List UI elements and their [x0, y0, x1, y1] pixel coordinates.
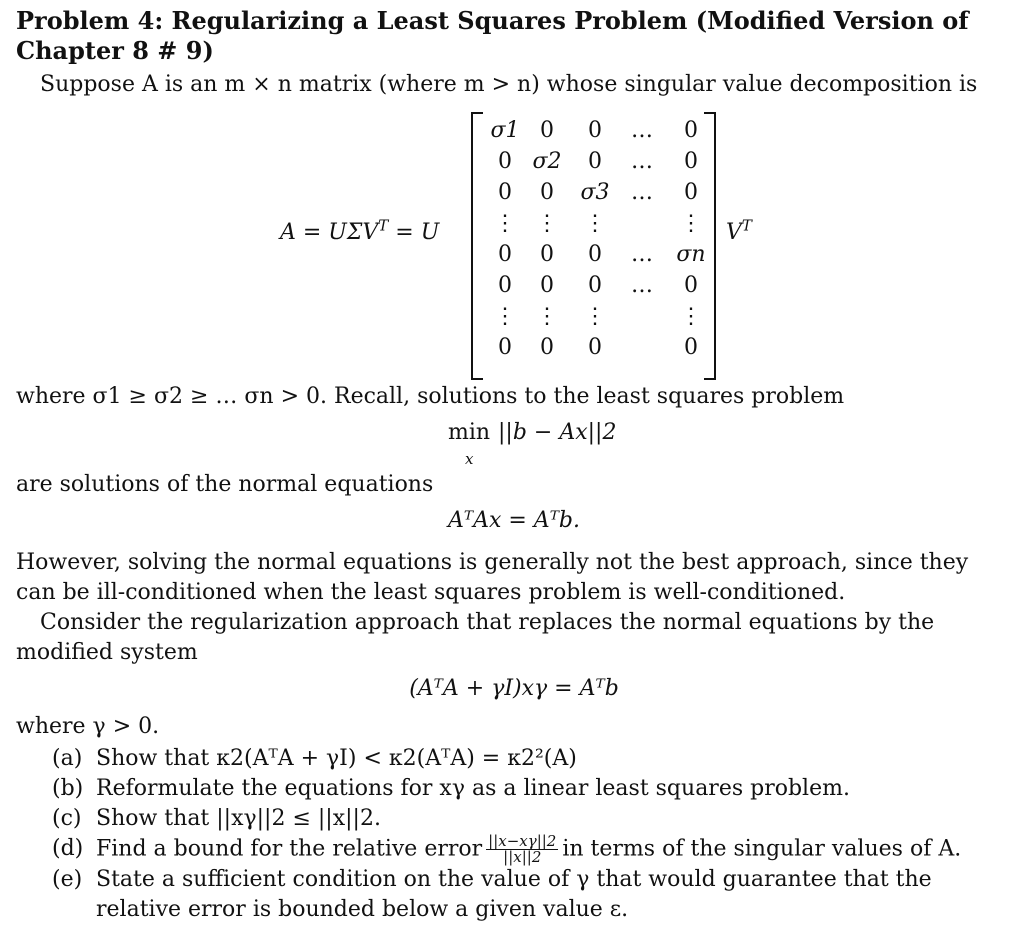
matrix-cell: 0	[588, 335, 602, 360]
matrix-cell: σ3	[580, 180, 610, 205]
matrix-cell: 0	[540, 118, 554, 143]
matrix-cell: …	[631, 149, 653, 174]
matrix-cell: …	[631, 180, 653, 205]
sigma-matrix	[471, 112, 716, 380]
matrix-cell: 0	[540, 242, 554, 267]
normal-intro: are solutions of the normal equations	[16, 472, 434, 497]
matrix-cell: ⋮	[536, 304, 558, 329]
matrix-cell: 0	[540, 180, 554, 205]
matrix-cell: …	[631, 273, 653, 298]
part-e: (e) State a sufficient condition on the value of γ that would guarantee that the relative error is bounded below a given value ε.	[52, 867, 932, 922]
matrix-cell: …	[631, 118, 653, 143]
matrix-cell: 0	[498, 149, 512, 174]
v-transpose: $V^T$	[726, 216, 752, 245]
however-text: However, solving the normal equations is generally not the best approach, since they can be ill-conditioned when the least squares problem is well-conditioned.	[16, 550, 969, 605]
matrix-cell: …	[631, 242, 653, 267]
ordering-text: where σ1 ≥ σ2 ≥ … σn > 0. Recall, solutions to the least squares problem	[16, 384, 845, 409]
matrix-cell: 0	[684, 149, 698, 174]
matrix-cell	[619, 209, 665, 240]
matrix-cell: 0	[684, 273, 698, 298]
gamma-condition: where γ > 0.	[16, 714, 160, 739]
intro-text: Suppose A is an m × n matrix (where m > n) whose singular value decomposition is	[40, 72, 978, 97]
matrix-cell: 0	[684, 335, 698, 360]
matrix-cell: ⋮	[680, 211, 702, 236]
part-d: (d) Find a bound for the relative error $\frac{||x-x\gamma||2}{||x||2}$ in terms of the singular values of A.	[52, 832, 962, 866]
parts-list	[16, 744, 1012, 925]
matrix-cell: ⋮	[494, 211, 516, 236]
matrix-cell: 0	[540, 335, 554, 360]
matrix-cell: ⋮	[584, 304, 606, 329]
matrix-cell: σn	[676, 242, 706, 267]
min-subscript: x	[465, 450, 474, 468]
matrix-cell: 0	[588, 242, 602, 267]
matrix-cell: ⋮	[584, 211, 606, 236]
least-squares-problem	[16, 412, 1012, 470]
matrix-cell: 0	[498, 180, 512, 205]
matrix-cell: ⋮	[536, 211, 558, 236]
modified-equation: (AᵀA + γI)xγ = Aᵀb	[409, 676, 619, 701]
matrix-cell: 0	[498, 335, 512, 360]
matrix-cell: ⋮	[494, 304, 516, 329]
part-c: (c) Show that ||xγ||2 ≤ ||x||2.	[52, 806, 381, 831]
matrix-cell: 0	[588, 149, 602, 174]
left-bracket	[471, 112, 483, 380]
svd-equation	[16, 102, 1012, 380]
matrix-cell: σ2	[532, 149, 562, 174]
problem-title: Problem 4: Regularizing a Least Squares Problem (Modified Version of Chapter 8 # 9)	[16, 6, 969, 65]
matrix-cell: 0	[498, 242, 512, 267]
min-expression: ||b − Ax||2	[498, 420, 617, 445]
matrix-cell: 0	[498, 273, 512, 298]
matrix-cell: 0	[540, 273, 554, 298]
relative-error-fraction: $\frac{||x-x\gamma||2}{||x||2}$	[488, 832, 557, 866]
part-b: (b) Reformulate the equations for xγ as a linear least squares problem.	[52, 776, 850, 801]
consider-text: Consider the regularization approach that replaces the normal equations by the modified system	[16, 610, 935, 665]
matrix-cell	[619, 302, 665, 333]
svd-lhs: $A = U\Sigma V^T = U$	[280, 216, 440, 245]
min-operator: min	[448, 420, 491, 445]
matrix-grid	[487, 116, 706, 364]
matrix-cell: 0	[588, 118, 602, 143]
matrix-cell: 0	[588, 273, 602, 298]
matrix-cell	[619, 333, 665, 364]
matrix-cell: ⋮	[680, 304, 702, 329]
problem-page	[16, 6, 1012, 925]
normal-equation: AᵀAx = Aᵀb.	[447, 508, 581, 533]
matrix-cell: 0	[684, 180, 698, 205]
matrix-cell: σ1	[490, 118, 520, 143]
part-a: (a) Show that κ2(AᵀA + γI) < κ2(AᵀA) = κ2²(A)	[52, 746, 577, 771]
matrix-cell: 0	[684, 118, 698, 143]
